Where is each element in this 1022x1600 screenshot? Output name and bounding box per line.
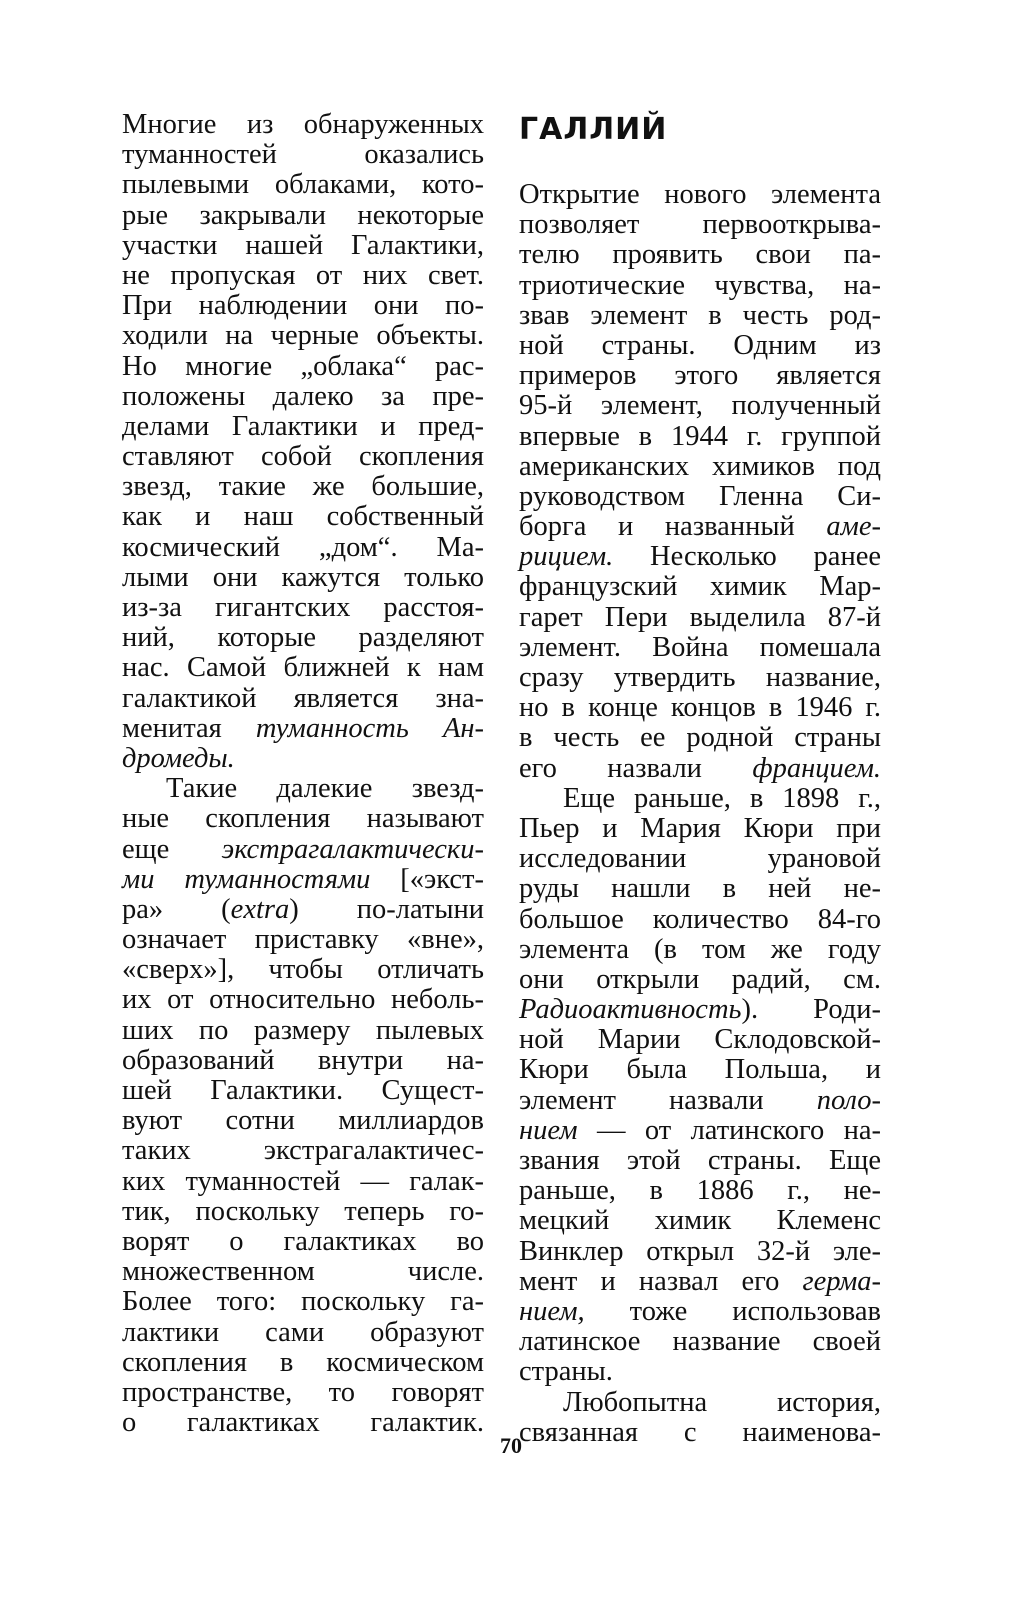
text-line: Еще раньше, в 1898 г., — [563, 782, 881, 814]
text-line — [519, 1297, 881, 1327]
text-line: Многие из обнаруженных — [122, 109, 484, 140]
text-line: ких туманностей — галак- — [122, 1165, 484, 1197]
text-line: ной Марии Склодовской- — [519, 1024, 881, 1056]
text-line: «сверх»], чтобы отличать — [122, 954, 484, 986]
text-line: пространстве, то говорят — [122, 1376, 484, 1408]
text-line: они открыли радий, см. — [519, 963, 881, 995]
text-line: Но многие „облака“ рас- — [122, 350, 484, 382]
text-line: Кюри была Польша, и — [519, 1054, 881, 1086]
text-line: как и наш собственный — [122, 501, 484, 533]
text-line: ставляют собой скопления — [122, 441, 484, 473]
text-line: латинское название своей — [519, 1326, 881, 1358]
term-italic: дромеды. — [122, 742, 235, 774]
text-line: участки нашей Галактики, — [122, 229, 484, 261]
text-line: руководством Гленна Си- — [519, 480, 881, 512]
text-line: примеров этого является — [519, 360, 881, 392]
text-line: мецкий химик Клеменс — [519, 1205, 881, 1237]
text-line: сразу утвердить название, — [519, 662, 881, 693]
text-line: ной страны. Одним из — [519, 329, 881, 361]
text-line: Любопытна история, — [563, 1386, 881, 1418]
text-line: элемент. Война помешала — [519, 631, 881, 663]
text-line: положены далеко за пре- — [122, 380, 484, 412]
term-italic: поло- — [816, 1084, 881, 1116]
term-italic: францием. — [752, 752, 882, 784]
text-line: триотические чувства, на- — [519, 269, 881, 301]
text-line — [519, 995, 881, 1025]
term-italic: Радиоактивность — [519, 994, 742, 1026]
text-line: Винклер открыл 32-й эле- — [519, 1235, 881, 1267]
text-line — [122, 714, 484, 744]
text-line: звав элемент в честь род- — [519, 299, 881, 331]
text-line: 95-й элемент, полученный — [519, 390, 881, 422]
section-heading: ГАЛЛИЙ — [519, 112, 668, 147]
text-line — [519, 1116, 881, 1146]
term-italic: ми туманностями — [122, 863, 371, 895]
text-line: звания этой страны. Еще — [519, 1145, 881, 1176]
text-line: телю проявить свои па- — [519, 239, 881, 271]
text-line: скопления в космическом — [122, 1346, 484, 1378]
text-line: Такие далекие звезд- — [166, 773, 484, 805]
text-segment: [«экст- — [400, 863, 485, 895]
text-line: их от относительно неболь- — [122, 984, 484, 1016]
text-line: позволяет первооткрыва- — [519, 209, 881, 241]
text-line: руды нашли в ней не- — [519, 873, 881, 905]
term-italic: extra — [230, 893, 290, 925]
text-line — [122, 865, 484, 895]
text-line: тик, поскольку теперь го- — [122, 1195, 484, 1227]
text-line: космический „дом“. Ма- — [122, 531, 484, 563]
text-segment: Несколько ранее — [650, 541, 882, 573]
page-number: 70 — [500, 1433, 522, 1458]
text-line: образований внутри на- — [122, 1044, 484, 1076]
text-line: но в конце концов в 1946 г. — [519, 692, 881, 724]
text-line: При наблюдении они по- — [122, 290, 484, 322]
text-line: шей Галактики. Сущест- — [122, 1075, 484, 1106]
text-line: ний, которые разделяют — [122, 622, 484, 654]
term-italic: туманность Ан- — [255, 712, 484, 744]
text-line — [519, 1086, 881, 1116]
text-segment: мент и назвал его — [519, 1265, 780, 1297]
left-column — [122, 110, 484, 1438]
text-segment: его назвали — [519, 752, 702, 784]
text-line — [519, 1267, 881, 1297]
term-italic: герма- — [802, 1265, 882, 1297]
term-italic: рицием. — [519, 541, 614, 573]
text-segment: ) по-латыни — [289, 893, 484, 925]
text-line: ные скопления называют — [122, 803, 484, 835]
text-line: таких экстрагалактичес- — [122, 1135, 484, 1167]
text-line: французский химик Мар- — [519, 571, 881, 603]
text-line: множественном числе. — [122, 1256, 484, 1288]
text-line: лыми они кажутся только — [122, 561, 484, 593]
text-line: большое количество 84-го — [519, 903, 881, 935]
text-segment: элемент назвали — [519, 1084, 764, 1116]
text-line: пылевыми облаками, кото- — [122, 169, 484, 201]
text-line: означает приставку «вне», — [122, 924, 484, 956]
text-line: нас. Самой ближней к нам — [122, 652, 484, 684]
text-segment: еще — [122, 833, 170, 865]
text-line — [122, 835, 484, 865]
text-line: исследовании урановой — [519, 843, 881, 875]
term-italic: нием, — [519, 1295, 585, 1327]
text-segment: ра» ( — [122, 893, 231, 925]
text-line: Более того: поскольку га- — [122, 1286, 484, 1318]
text-line: элемента (в том же году — [519, 933, 881, 965]
text-segment: менитая — [122, 712, 222, 744]
text-line: связанная с наименова- — [519, 1416, 881, 1448]
text-line: вуют сотни миллиардов — [122, 1105, 484, 1137]
text-line — [122, 744, 484, 774]
text-line: ходили на черные объекты. — [122, 320, 484, 352]
text-line: туманностей оказались — [122, 139, 484, 171]
text-line: лактики сами образуют — [122, 1316, 484, 1348]
term-italic: аме- — [826, 511, 881, 543]
text-line: звезд, такие же большие, — [122, 471, 484, 503]
text-line: страны. — [519, 1356, 613, 1388]
term-italic: экстрагалактически- — [221, 833, 484, 865]
text-line: рые закрывали некоторые — [122, 199, 484, 231]
text-line — [519, 542, 881, 572]
text-segment: — от латинского на- — [596, 1114, 881, 1146]
text-line: Пьер и Мария Кюри при — [519, 812, 881, 844]
text-line: американских химиков под — [519, 450, 881, 482]
text-line: делами Галактики и пред- — [122, 410, 484, 442]
text-line: ворят о галактиках во — [122, 1225, 484, 1257]
term-italic: нием — [519, 1114, 578, 1146]
text-line — [519, 512, 881, 542]
text-line: о галактиках галактик. — [122, 1407, 484, 1439]
text-line: в честь ее родной страны — [519, 722, 881, 754]
right-column — [519, 110, 881, 1448]
text-line: Открытие нового элемента — [519, 179, 881, 210]
text-segment: тоже использовав — [629, 1295, 881, 1327]
text-line: впервые в 1944 г. группой — [519, 420, 881, 452]
text-line: ших по размеру пылевых — [122, 1014, 484, 1046]
text-line — [122, 895, 484, 925]
text-line: раньше, в 1886 г., не- — [519, 1175, 881, 1207]
text-line — [519, 754, 881, 784]
text-segment: борга и названный — [519, 511, 795, 543]
text-line: галактикой является зна- — [122, 682, 484, 714]
text-line: не пропуская от них свет. — [122, 259, 484, 291]
text-segment: ). Роди- — [741, 994, 881, 1026]
text-line: из-за гигантских расстоя- — [122, 592, 484, 623]
text-line: гарет Пери выделила 87-й — [519, 601, 881, 633]
